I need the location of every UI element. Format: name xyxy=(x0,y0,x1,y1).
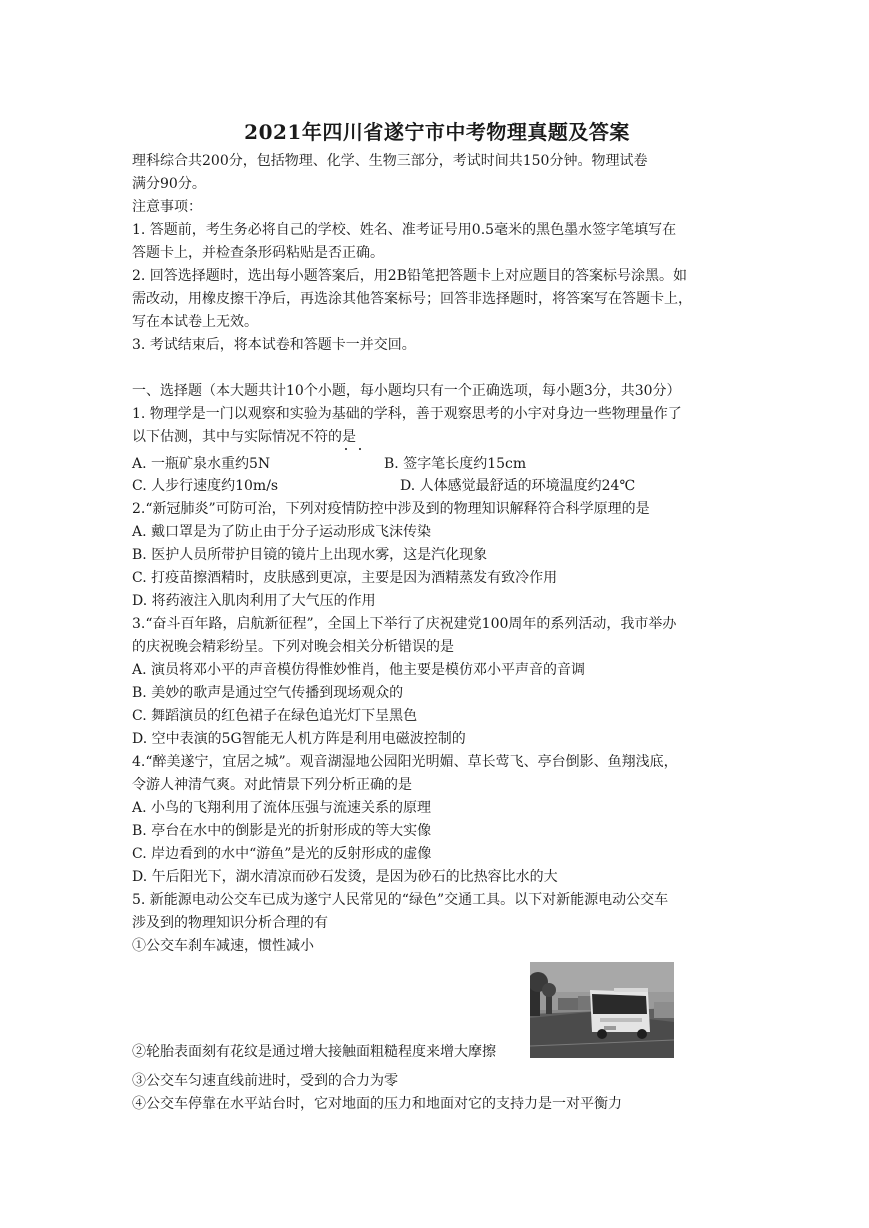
note-3: 3. 考试结束后，将本试卷和答题卡一并交回。 xyxy=(132,337,416,353)
note-2-line-b: 需改动，用橡皮擦干净后，再选涂其他答案标号；回答非选择题时，将答案写在答题卡上， xyxy=(132,291,692,307)
q2-stem: 2.“新冠肺炎”可防可治，下列对疫情防控中涉及到的物理知识解释符合科学原理的是 xyxy=(132,501,650,517)
q5-stem-line-a: 5. 新能源电动公交车已成为遂宁人民常见的“绿色”交通工具。以下对新能源电动公交车 xyxy=(132,892,669,908)
q3-stem-line-b: 的庆祝晚会精彩纷呈。下列对晚会相关分析错误的是 xyxy=(132,639,454,655)
bus-photo xyxy=(530,962,674,1058)
q2-option-b: B. 医护人员所带护目镜的镜片上出现水雾，这是汽化现象 xyxy=(132,547,488,563)
note-1-line-b: 答题卡上，并检查条形码粘贴是否正确。 xyxy=(132,245,384,261)
q4-option-c: C. 岸边看到的水中“游鱼”是光的反射形成的虚像 xyxy=(132,846,432,862)
section-1-heading: 一、选择题（本大题共计10个小题，每小题均只有一个正确选项，每小题3分，共30分） xyxy=(132,383,681,399)
page-title: 2021年四川省遂宁市中考物理真题及答案 xyxy=(244,120,630,144)
q1-option-c: C. 人步行速度约10m/s xyxy=(132,478,279,494)
q3-option-d: D. 空中表演的5G智能无人机方阵是利用电磁波控制的 xyxy=(132,731,466,747)
q4-stem-line-b: 令游人神清气爽。对此情景下列分析正确的是 xyxy=(132,777,412,793)
q5-statement-4: ④公交车停靠在水平站台时，它对地面的压力和地面对它的支持力是一对平衡力 xyxy=(132,1096,622,1112)
note-2-line-a: 2. 回答选择题时，选出每小题答案后，用2B铅笔把答题卡上对应题目的答案标号涂黑。如 xyxy=(132,268,688,284)
q1-option-d: D. 人体感觉最舒适的环境温度约24℃ xyxy=(400,478,636,494)
intro-line-2: 满分90分。 xyxy=(132,176,206,192)
q3-option-a: A. 演员将邓小平的声音模仿得惟妙惟肖，他主要是模仿邓小平声音的音调 xyxy=(132,662,586,678)
q2-option-c: C. 打疫苗擦酒精时，皮肤感到更凉，主要是因为酒精蒸发有致冷作用 xyxy=(132,570,558,586)
q1-option-b: B. 签字笔长度约15cm xyxy=(384,456,527,472)
q4-option-d: D. 午后阳光下，湖水清凉而砂石发烫，是因为砂石的比热容比水的大 xyxy=(132,869,558,885)
notes-heading: 注意事项： xyxy=(132,199,202,215)
q2-option-d: D. 将药液注入肌肉利用了大气压的作用 xyxy=(132,593,376,609)
q2-option-a: A. 戴口罩是为了防止由于分子运动形成飞沫传染 xyxy=(132,524,432,540)
q3-option-b: B. 美妙的歌声是通过空气传播到现场观众的 xyxy=(132,685,404,701)
bus-illustration xyxy=(530,962,674,1058)
q5-statement-2: ②轮胎表面刻有花纹是通过增大接触面粗糙程度来增大摩擦 xyxy=(132,1044,496,1060)
q1-stem-line-b: 以下估测，其中与实际情况不符的是 xyxy=(132,429,356,445)
intro-line-1: 理科综合共200分，包括物理、化学、生物三部分，考试时间共150分钟。物理试卷 xyxy=(132,153,648,169)
q4-option-b: B. 亭台在水中的倒影是光的折射形成的等大实像 xyxy=(132,823,432,839)
q4-stem-line-a: 4.“醉美遂宁，宜居之城”。观音湖湿地公园阳光明媚、草长莺飞、亭台倒影、鱼翔浅底， xyxy=(132,754,678,770)
q4-option-a: A. 小鸟的飞翔利用了流体压强与流速关系的原理 xyxy=(132,800,432,816)
q1-stem-line-a: 1. 物理学是一门以观察和实验为基础的学科，善于观察思考的小宇对身边一些物理量作了 xyxy=(132,406,682,422)
q5-stem-line-b: 涉及到的物理知识分析合理的有 xyxy=(132,915,328,931)
note-1-line-a: 1. 答题前，考生务必将自己的学校、姓名、准考证号用0.5毫米的黑色墨水签字笔填写在 xyxy=(132,222,677,238)
emphasis-dot xyxy=(359,448,361,450)
emphasis-dot xyxy=(345,448,347,450)
q3-option-c: C. 舞蹈演员的红色裙子在绿色追光灯下呈黑色 xyxy=(132,708,418,724)
exam-page xyxy=(132,0,742,1228)
note-2-line-c: 写在本试卷上无效。 xyxy=(132,314,258,330)
q3-stem-line-a: 3.“奋斗百年路，启航新征程”，全国上下举行了庆祝建党100周年的系列活动，我市举办 xyxy=(132,616,677,632)
q5-statement-1: ①公交车刹车减速，惯性减小 xyxy=(132,938,314,954)
q5-statement-3: ③公交车匀速直线前进时，受到的合力为零 xyxy=(132,1073,398,1089)
q1-option-a: A. 一瓶矿泉水重约5N xyxy=(132,456,271,472)
